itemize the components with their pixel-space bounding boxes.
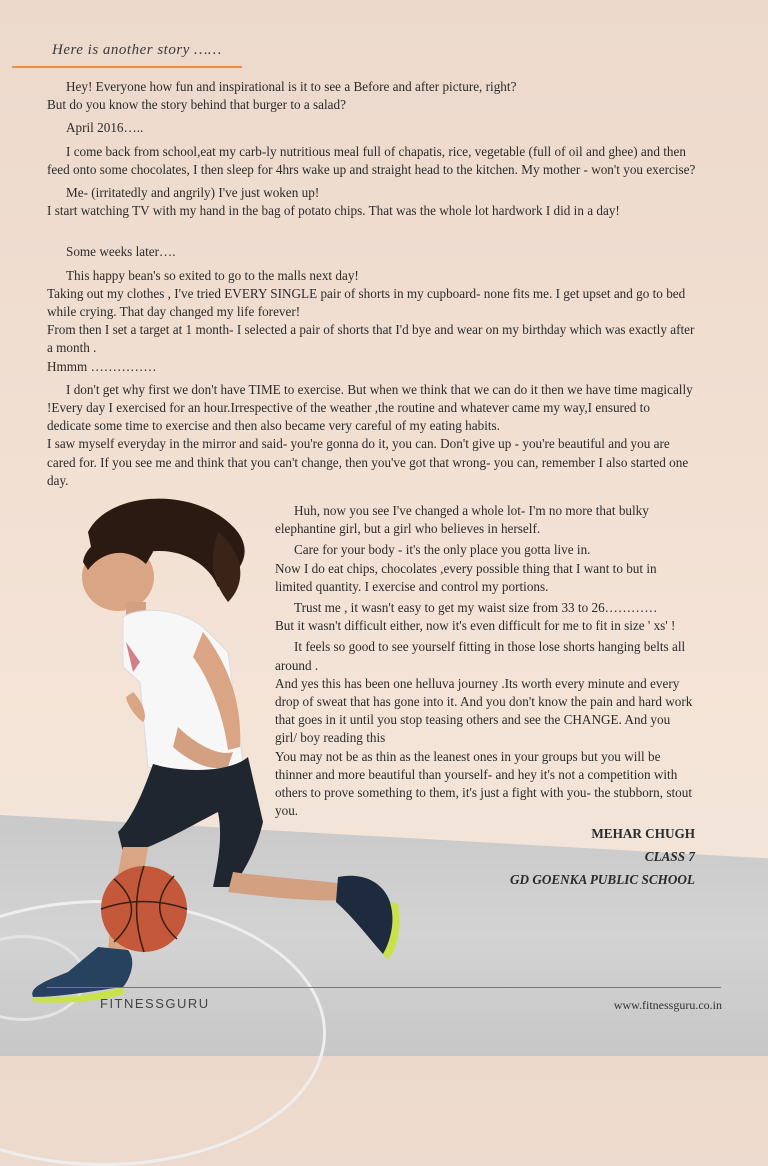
author-class: CLASS 7 xyxy=(644,849,695,865)
story-paragraph: From then I set a target at 1 month- I selected a pair of shorts that I'd bye and wear on my birthday which was exactly after a month . xyxy=(47,322,695,356)
story-paragraph: And yes this has been one helluva journey .Its worth every minute and every drop of sweat that has gone into it. And you don't know the pain and hard work that goes in it until you stop teasing others and see the CHANGE. And you girl/ boy reading this xyxy=(275,675,693,746)
story-paragraph: Huh, now you see I've changed a whole lot- I'm no more that bulky elephantine girl, but a girl who believes in herself. xyxy=(275,503,649,537)
story-paragraph: But do you know the story behind that burger to a salad? xyxy=(47,97,346,113)
story-body xyxy=(47,78,697,495)
story-paragraph: I saw myself everyday in the mirror and said- you're gonna do it, you can. Don't give up - you're beautiful and you are cared for. If you see me and think that you can't change, then you've got that wrong- you can, remember I also started one day. xyxy=(47,436,689,488)
story-paragraph: Me- (irritatedly and angrily) I've just woken up! xyxy=(66,185,320,201)
heading-underline xyxy=(12,66,242,68)
story-continuation xyxy=(275,502,695,890)
story-paragraph: Taking out my clothes , I've tried EVERY SINGLE pair of shorts in my cupboard- none fits me. I get upset and go to bed while crying. That day changed my life forever! xyxy=(47,285,686,320)
author-name: MEHAR CHUGH xyxy=(591,826,695,842)
story-paragraph: You may not be as thin as the leanest ones in your groups but you will be thinner and more beautiful than yourself- and hey it's not a competition with others to prove something to them, it's just a fight with you- the stubborn, stout you. xyxy=(275,748,693,819)
footer-website: www.fitnessguru.co.in xyxy=(613,998,722,1012)
story-paragraph: Trust me , it wasn't easy to get my waist size from 33 to 26………… xyxy=(294,600,658,616)
story-paragraph: Hmmm …………… xyxy=(47,358,157,374)
footer-divider xyxy=(47,987,721,988)
story-paragraph: I come back from school,eat my carb-ly nutritious meal full of chapatis, rice, vegetable (full of oil and ghee) and then feed onto some chocolates, I then sleep for 4hrs wake up and straight head to the kitchen. My mother - won't you exercise? xyxy=(47,143,696,177)
section-heading: Here is another story …… xyxy=(52,42,222,58)
story-paragraph: This happy bean's so exited to go to the malls next day! xyxy=(66,267,359,283)
story-paragraph: But it wasn't difficult either, now it's even difficult for me to fit in size ' xs' ! xyxy=(275,618,676,634)
footer-brand: FITNESSGURU xyxy=(100,996,210,1011)
story-paragraph: It feels so good to see yourself fitting in those lose shorts hanging belts all around . xyxy=(275,639,686,673)
story-paragraph: Care for your body - it's the only place you gotta live in. xyxy=(294,542,591,558)
story-paragraph: Hey! Everyone how fun and inspirational is it to see a Before and after picture, right? xyxy=(66,79,517,94)
story-paragraph: I don't get why first we don't have TIME to exercise. But when we think that we can do it then we have time magically !Every day I exercised for an hour.Irrespective of the weather ,the routine and whatever came my way,I ensured to dedicate some time to exercise and then also became very careful of my eating habits. xyxy=(47,381,693,434)
story-paragraph: Now I do eat chips, chocolates ,every possible thing that I want to but in limited quantity. I exercise and control my portions. xyxy=(275,560,657,594)
story-paragraph: I start watching TV with my hand in the bag of potato chips. That was the whole lot hardwork I did in a day! xyxy=(47,203,620,219)
story-paragraph: Some weeks later…. xyxy=(66,244,176,260)
author-school: GD GOENKA PUBLIC SCHOOL xyxy=(509,872,695,888)
basketball-icon xyxy=(99,864,189,954)
story-paragraph: April 2016….. xyxy=(66,120,144,136)
